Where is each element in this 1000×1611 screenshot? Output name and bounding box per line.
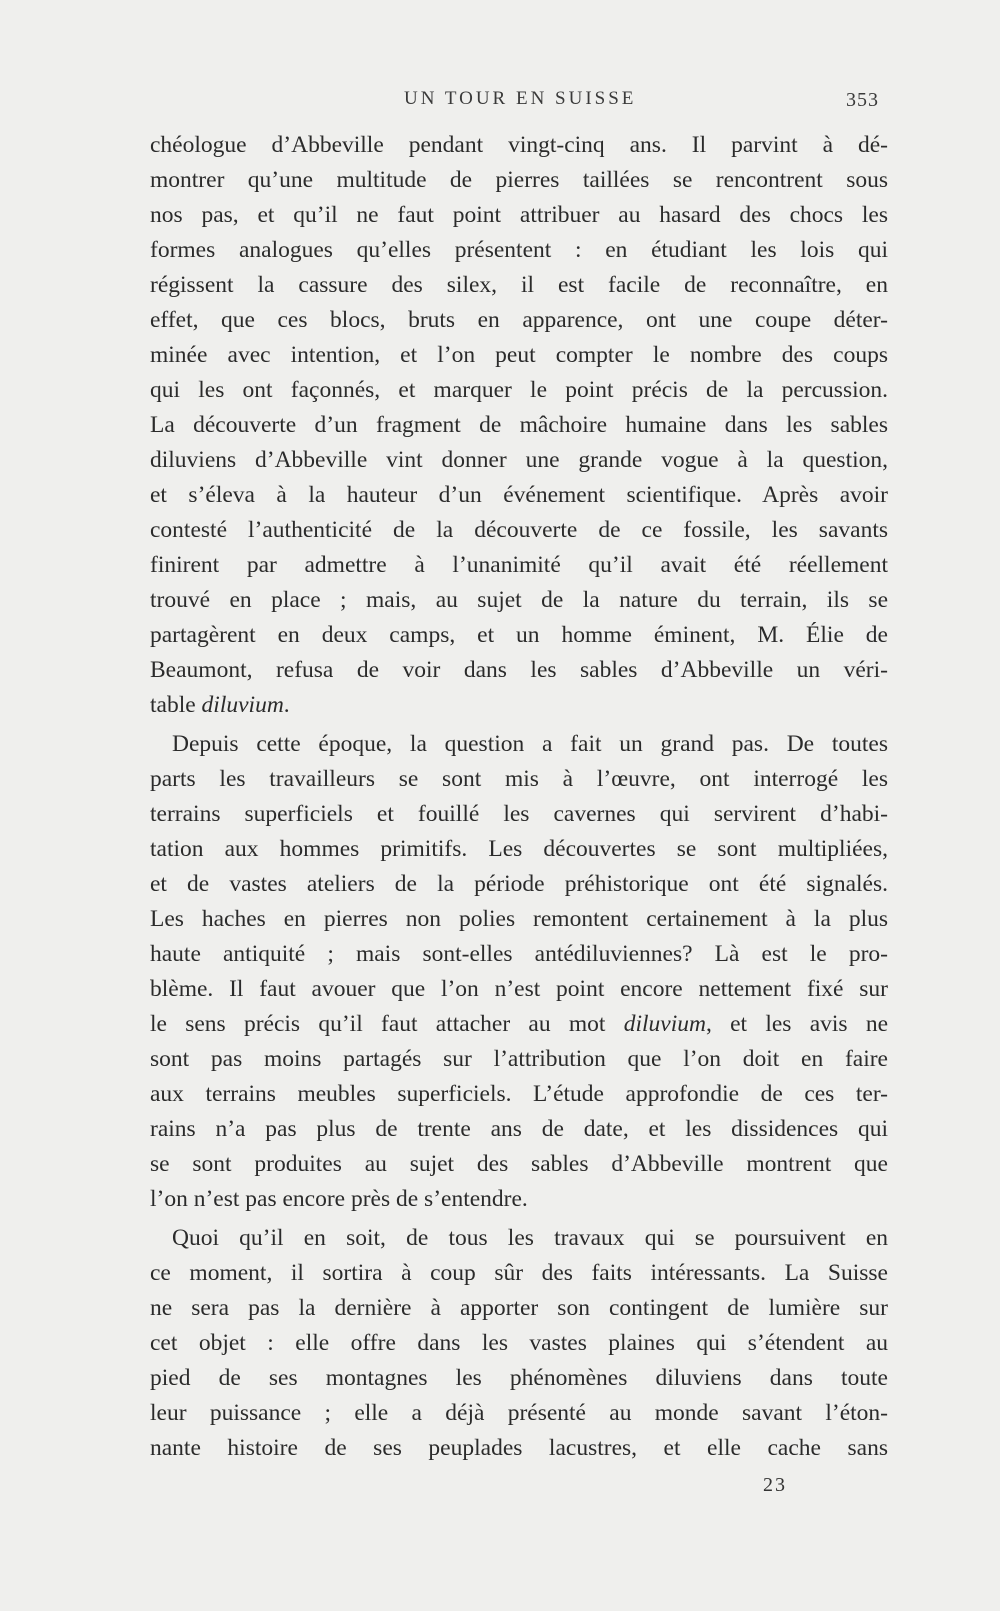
- text-line: La découverte d’un fragment de mâchoire humaine dans les sables: [150, 412, 888, 438]
- text-line: blème. Il faut avouer que l’on n’est point encore nettement fixé sur: [150, 976, 888, 1002]
- text-line-last: l’on n’est pas encore près de s’entendre.: [150, 1186, 528, 1212]
- text-fragment: table: [150, 692, 202, 718]
- running-title: UN TOUR EN SUISSE: [404, 88, 637, 109]
- text-line: et de vastes ateliers de la période préhistorique ont été signalés.: [150, 871, 888, 897]
- text-fragment: le sens précis qu’il faut attacher au mot: [150, 1011, 624, 1037]
- text-line: haute antiquité ; mais sont-elles antédiluviennes? Là est le pro-: [150, 941, 888, 967]
- text-line: se sont produites au sujet des sables d’Abbeville montrent que: [150, 1151, 888, 1177]
- text-line: sont pas moins partagés sur l’attribution que l’on doit en faire: [150, 1046, 888, 1072]
- body-text: [150, 128, 888, 1466]
- text-line: rains n’a pas plus de trente ans de date, et les dissidences qui: [150, 1116, 888, 1142]
- text-fragment: , et les avis ne: [705, 1011, 888, 1037]
- text-line: effet, que ces blocs, bruts en apparence, ont une coupe déter-: [150, 307, 888, 333]
- text-line: formes analogues qu’elles présentent : en étudiant les lois qui: [150, 237, 888, 263]
- text-line: terrains superficiels et fouillé les cavernes qui servirent d’habi-: [150, 801, 888, 827]
- text-line: pied de ses montagnes les phénomènes diluviens dans toute: [150, 1365, 888, 1391]
- text-line: régissent la cassure des silex, il est facile de reconnaître, en: [150, 272, 888, 298]
- text-line: montrer qu’une multitude de pierres taillées se rencontrent sous: [150, 167, 888, 193]
- text-line: ne sera pas la dernière à apporter son contingent de lumière sur: [150, 1295, 888, 1321]
- text-line: diluviens d’Abbeville vint donner une grande vogue à la question,: [150, 447, 888, 473]
- text-line: Depuis cette époque, la question a fait un grand pas. De toutes: [172, 731, 888, 757]
- text-line: finirent par admettre à l’unanimité qu’il avait été réellement: [150, 552, 888, 578]
- text-line: parts les travailleurs se sont mis à l’œuvre, ont interrogé les: [150, 766, 888, 792]
- text-line: nos pas, et qu’il ne faut point attribuer au hasard des chocs les: [150, 202, 888, 228]
- running-head: [0, 88, 1000, 118]
- text-line: et s’éleva à la hauteur d’un événement scientifique. Après avoir: [150, 482, 888, 508]
- italic-term: diluvium: [201, 692, 284, 718]
- text-line: ce moment, il sortira à coup sûr des faits intéressants. La Suisse: [150, 1260, 888, 1286]
- text-line: contesté l’authenticité de la découverte de ce fossile, les savants: [150, 517, 888, 543]
- text-line: Beaumont, refusa de voir dans les sables d’Abbeville un véri-: [150, 657, 888, 683]
- text-line: nante histoire de ses peuplades lacustres, et elle cache sans: [150, 1435, 888, 1461]
- text-line: aux terrains meubles superficiels. L’étude approfondie de ces ter-: [150, 1081, 888, 1107]
- text-line: partagèrent en deux camps, et un homme éminent, M. Élie de: [150, 622, 888, 648]
- text-line: [150, 1007, 888, 1042]
- text-line: tation aux hommes primitifs. Les découvertes se sont multipliées,: [150, 836, 888, 862]
- text-line: qui les ont façonnés, et marquer le point précis de la percussion.: [150, 377, 888, 403]
- text-line: leur puissance ; elle a déjà présenté au monde savant l’éton-: [150, 1400, 888, 1426]
- text-line: Les haches en pierres non polies remontent certainement à la plus: [150, 906, 888, 932]
- italic-term: diluvium: [623, 1011, 706, 1037]
- page-number: 353: [846, 89, 879, 111]
- text-line: trouvé en place ; mais, au sujet de la nature du terrain, ils se: [150, 587, 888, 613]
- text-line: Quoi qu’il en soit, de tous les travaux qui se poursuivent en: [172, 1225, 888, 1251]
- text-line: minée avec intention, et l’on peut compter le nombre des coups: [150, 342, 888, 368]
- text-line: cet objet : elle offre dans les vastes plaines qui s’étendent au: [150, 1330, 888, 1356]
- text-fragment: .: [283, 692, 290, 718]
- signature-mark: 23: [763, 1474, 787, 1496]
- text-line-last: [150, 688, 888, 723]
- text-line: chéologue d’Abbeville pendant vingt-cinq ans. Il parvint à dé-: [150, 132, 888, 158]
